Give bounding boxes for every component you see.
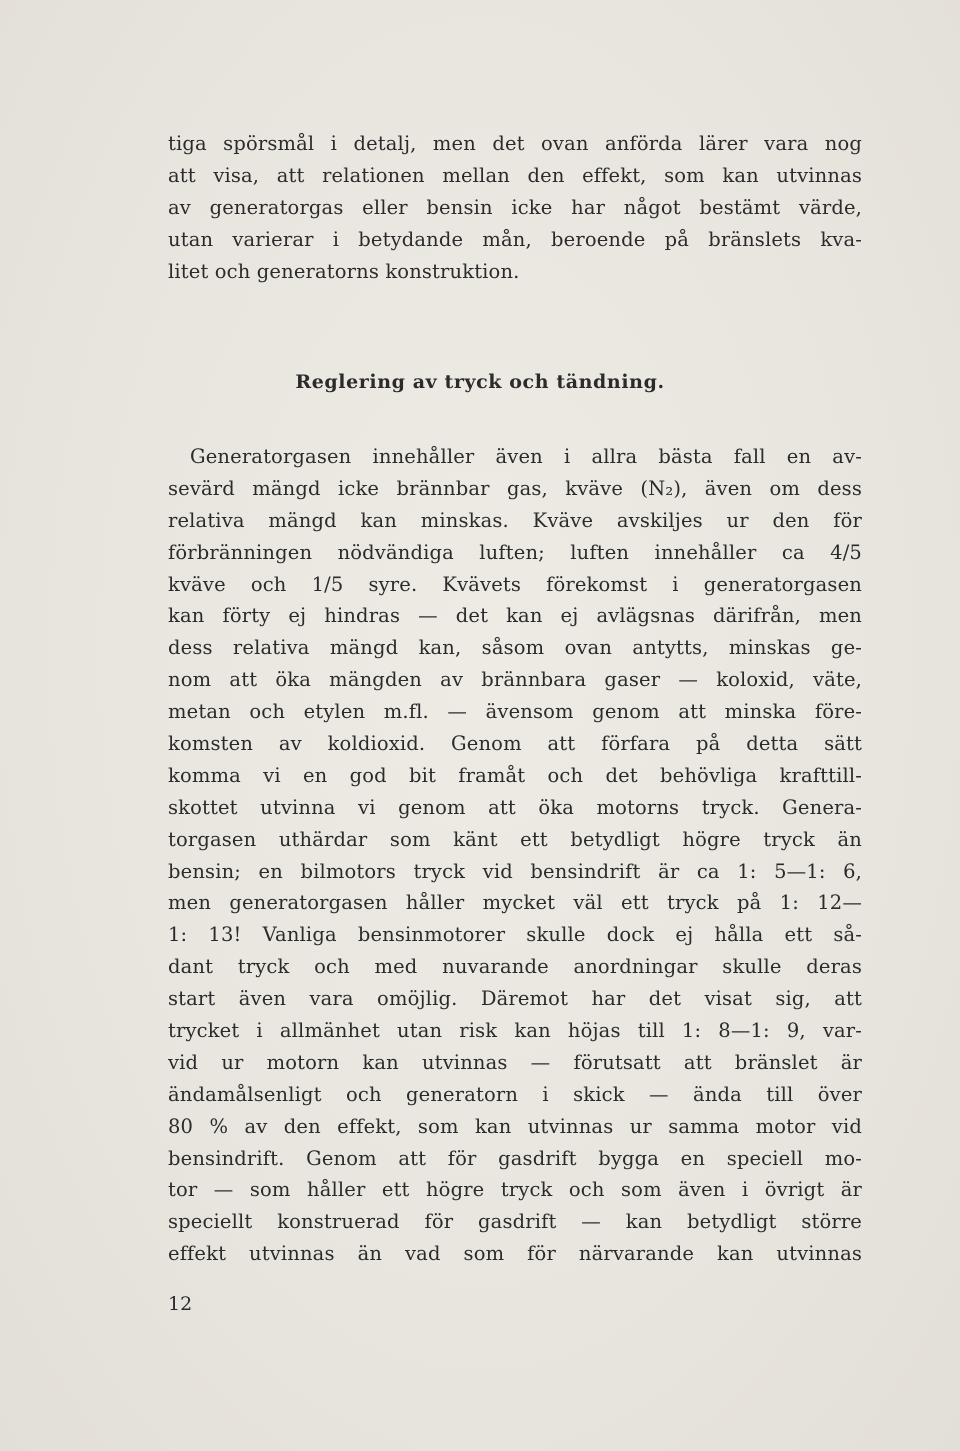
text-line: speciellt konstruerad för gasdrift — kan betydligt större [168,1210,862,1234]
text-line: tor — som håller ett högre tryck och som även i övrigt är [168,1178,862,1202]
section-heading: Reglering av tryck och tändning. [295,371,665,393]
text-line: komsten av koldioxid. Genom att förfara på detta sätt [168,732,862,756]
text-line: ändamålsenligt och generatorn i skick — ända till över [168,1082,862,1106]
text-line: tiga spörsmål i detalj, men det ovan anförda lärer vara nog [168,132,862,155]
text-line: att visa, att relationen mellan den effekt, som kan utvinnas [168,163,862,187]
text-line: förbränningen nödvändiga luften; luften innehåller ca 4/5 [168,540,862,564]
text-line: nom att öka mängden av brännbara gaser — koloxid, väte, [168,668,862,692]
text-line: utan varierar i betydande mån, beroende på bränslets kva- [168,227,862,251]
text-line: skottet utvinna vi genom att öka motorns tryck. Genera- [168,795,862,819]
paragraph-1 [168,128,862,287]
text-line: vid ur motorn kan utvinnas — förutsatt att bränslet är [168,1050,862,1074]
text-line: trycket i allmänhet utan risk kan höjas till 1: 8—1: 9, var- [168,1019,862,1043]
paragraph-2 [168,441,862,1270]
text-line: torgasen uthärdar som känt ett betydligt högre tryck än [168,827,862,851]
page-number: 12 [168,1293,193,1315]
text-line: kan förty ej hindras — det kan ej avlägsnas därifrån, men [168,604,862,628]
text-line: men generatorgasen håller mycket väl ett tryck på 1: 12— [168,891,862,915]
text-line: effekt utvinnas än vad som för närvarande kan utvinnas [168,1242,862,1266]
text-line: kväve och 1/5 syre. Kvävets förekomst i generatorgasen [168,572,862,596]
text-line: sevärd mängd icke brännbar gas, kväve (N₂), även om dess [168,476,862,500]
text-line: dant tryck och med nuvarande anordningar skulle deras [168,955,862,979]
text-line: av generatorgas eller bensin icke har något bestämt värde, [168,195,862,219]
text-line: start även vara omöjlig. Däremot har det visat sig, att [168,987,862,1011]
text-line: relativa mängd kan minskas. Kväve avskiljes ur den för [168,508,862,532]
text-line: dess relativa mängd kan, såsom ovan antytts, minskas ge- [168,636,862,660]
text-line: 80 % av den effekt, som kan utvinnas ur samma motor vid [168,1114,862,1138]
text-line: metan och etylen m.fl. — ävensom genom att minska före- [168,700,862,724]
text-line: 1: 13! Vanliga bensinmotorer skulle dock ej hålla ett så- [168,923,862,947]
text-line: litet och generatorns konstruktion. [168,259,520,283]
text-line: bensindrift. Genom att för gasdrift bygga en speciell mo- [168,1146,862,1170]
text-line: Generatorgasen innehåller även i allra bästa fall en av- [190,445,862,468]
text-line: komma vi en god bit framåt och det behövliga krafttill- [168,763,862,787]
text-line: bensin; en bilmotors tryck vid bensindrift är ca 1: 5—1: 6, [168,859,862,883]
